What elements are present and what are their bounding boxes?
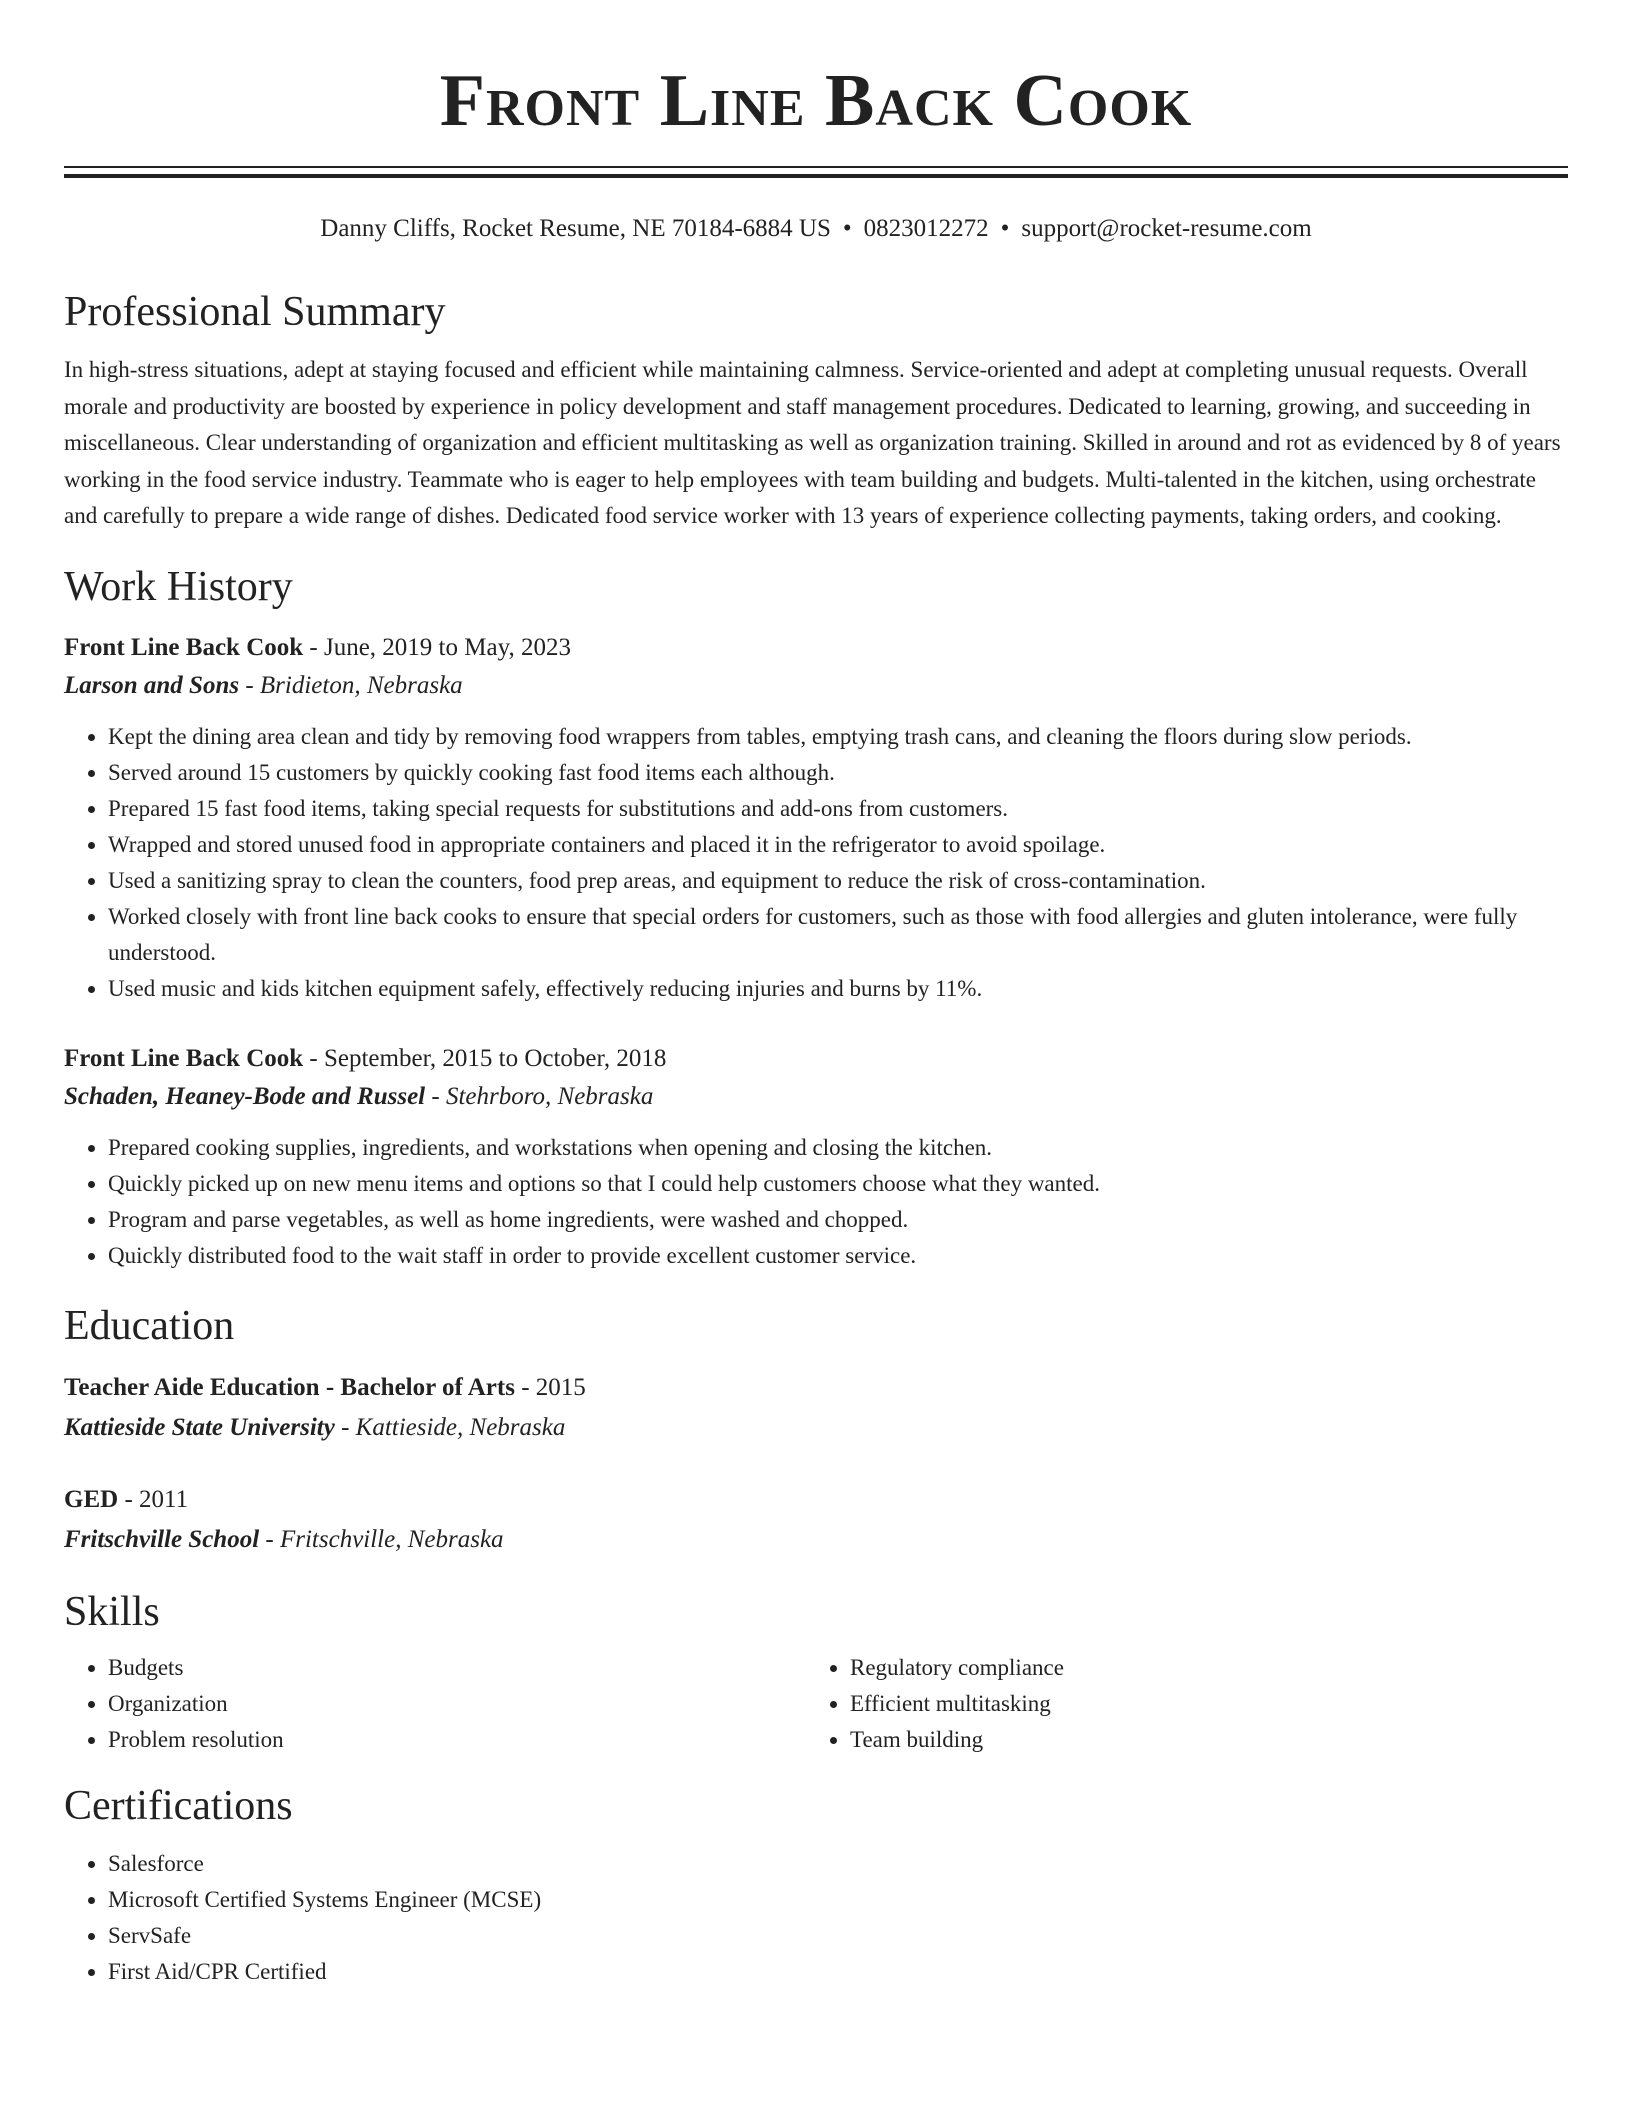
job-entry <box>64 629 1568 1007</box>
list-item: • Quickly distributed food to the wait staff in order to provide excellent customer service. <box>108 1238 1568 1274</box>
section-heading-summary: Professional Summary <box>64 289 446 335</box>
contact-separator: • <box>1000 215 1010 242</box>
resume-page <box>64 0 1568 1990</box>
job-location: - Stehrboro, Nebraska <box>425 1082 654 1110</box>
list-item: • Prepared 15 fast food items, taking special requests for substitutions and add-ons from customers. <box>108 791 1568 827</box>
job-bullets <box>64 719 1568 1007</box>
list-item: • Quickly picked up on new menu items and options so that I could help customers choose what they wanted. <box>108 1166 1568 1202</box>
contact-email: support@rocket-resume.com <box>1021 215 1312 242</box>
list-item: • Organization <box>108 1686 806 1722</box>
section-heading-skills: Skills <box>64 1588 160 1635</box>
list-item: • Salesforce <box>108 1846 1568 1882</box>
list-item: • Team building <box>850 1722 1548 1758</box>
list-item: • Used music and kids kitchen equipment safely, effectively reducing injuries and burns by 11%. <box>108 971 1568 1007</box>
certifications-list <box>64 1846 1568 1990</box>
job-dates: - June, 2019 to May, 2023 <box>303 633 571 661</box>
contact-phone: 0823012272 <box>863 215 989 242</box>
summary-text: In high-stress situations, adept at staying focused and efficient while maintaining calmness. Service-oriented and adept at completing unusual requests. Overall morale and productivity are boosted by experience in policy development and staff management procedures. Dedicated to learning, growing, and succeeding in miscellaneous. Clear understanding of organization and efficient multitasking as well as organization training. Skilled in around and rot as evidenced by 8 of years working in the food service industry. Teammate who is eager to help employees with team building and budgets. Multi-talented in the kitchen, using orchestrate and carefully to prepare a wide range of dishes. Dedicated food service worker with 13 years of experience collecting payments, taking orders, and cooking. <box>64 357 1561 528</box>
education-degree: GED <box>64 1485 119 1513</box>
job-bullets <box>64 1130 1568 1274</box>
job-company-line <box>64 667 1568 705</box>
skills-grid <box>64 1650 1568 1758</box>
education-degree: Teacher Aide Education - Bachelor of Arts <box>64 1373 515 1401</box>
education-degree-line <box>64 1480 1568 1520</box>
education-year: - 2011 <box>118 1485 189 1513</box>
job-title: Front Line Back Cook <box>64 633 304 661</box>
list-item: • Prepared cooking supplies, ingredients, and workstations when opening and closing the kitchen. <box>108 1130 1568 1166</box>
job-company: Schaden, Heaney-Bode and Russel <box>64 1082 426 1110</box>
resume-title: Front Line Back Cook <box>439 60 1193 142</box>
education-degree-line <box>64 1368 1568 1408</box>
job-title-line <box>64 629 1568 667</box>
list-item: • Worked closely with front line back cooks to ensure that special orders for customers, such as those with food allergies and gluten intolerance, were fully understood. <box>108 899 1568 971</box>
list-item: • Budgets <box>108 1650 806 1686</box>
education-entry <box>64 1368 1568 1448</box>
job-company: Larson and Sons <box>64 671 240 699</box>
skills-column-left <box>64 1650 806 1758</box>
job-company-line <box>64 1078 1568 1116</box>
education-year: - 2015 <box>514 1373 586 1401</box>
section-heading-education: Education <box>64 1302 235 1349</box>
section-heading-work-history: Work History <box>64 563 293 610</box>
list-item: • ServSafe <box>108 1918 1568 1954</box>
job-dates: - September, 2015 to October, 2018 <box>303 1044 667 1072</box>
list-item: • Program and parse vegetables, as well as home ingredients, were washed and chopped. <box>108 1202 1568 1238</box>
education-entry <box>64 1480 1568 1560</box>
education-school: Kattieside State University <box>64 1413 335 1441</box>
list-item: • Efficient multitasking <box>850 1686 1548 1722</box>
contact-address: Danny Cliffs, Rocket Resume, NE 70184-6884 US <box>320 215 831 242</box>
education-location: - Kattieside, Nebraska <box>334 1413 566 1441</box>
list-item: • Used a sanitizing spray to clean the counters, food prep areas, and equipment to reduce the risk of cross-contamination. <box>108 863 1568 899</box>
list-item: • Kept the dining area clean and tidy by removing food wrappers from tables, emptying trash cans, and cleaning the floors during slow periods. <box>108 719 1568 755</box>
title-divider-thick <box>64 174 1568 178</box>
list-item: • Problem resolution <box>108 1722 806 1758</box>
job-title: Front Line Back Cook <box>64 1044 304 1072</box>
job-title-line <box>64 1040 1568 1078</box>
contact-line <box>64 212 1568 246</box>
skills-column-right <box>806 1650 1548 1758</box>
contact-separator: • <box>842 215 852 242</box>
section-heading-certifications: Certifications <box>64 1782 293 1829</box>
education-school-line <box>64 1408 1568 1448</box>
education-school-line <box>64 1520 1568 1560</box>
list-item: • Regulatory compliance <box>850 1650 1548 1686</box>
education-school: Fritschville School <box>64 1525 260 1553</box>
title-divider-thin <box>64 166 1568 168</box>
job-entry <box>64 1040 1568 1274</box>
list-item: • Served around 15 customers by quickly cooking fast food items each although. <box>108 755 1568 791</box>
list-item: • Wrapped and stored unused food in appropriate containers and placed it in the refrigerator to avoid spoilage. <box>108 827 1568 863</box>
education-location: - Fritschville, Nebraska <box>259 1525 504 1553</box>
list-item: • Microsoft Certified Systems Engineer (MCSE) <box>108 1882 1568 1918</box>
list-item: • First Aid/CPR Certified <box>108 1954 1568 1990</box>
job-location: - Bridieton, Nebraska <box>239 671 463 699</box>
